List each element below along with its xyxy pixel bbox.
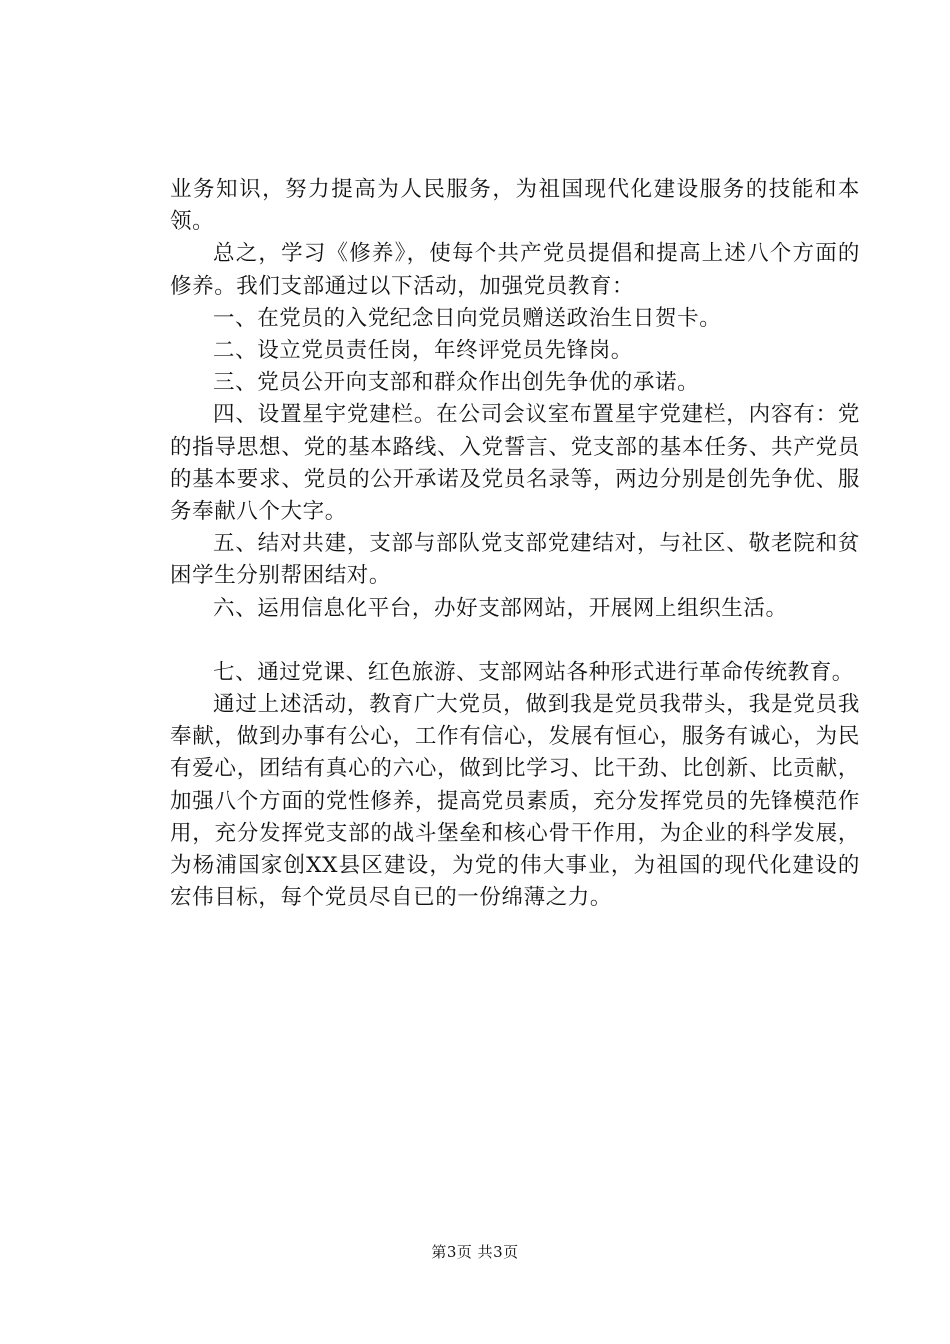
paragraph-item-5: 五、结对共建，支部与部队党支部党建结对，与社区、敬老院和贫困学生分别帮困结对。 [170, 531, 860, 589]
page-number-footer: 第3页 共3页 [431, 1243, 519, 1261]
paragraph-conclusion: 通过上述活动，教育广大党员，做到我是党员我带头，我是党员我奉献，做到办事有公心，工作有信心，发展有恒心，服务有诚心，为民有爱心，团结有真心的六心，做到比学习、比干劲、比创新、比贡献，加强八个方面的党性修养，提高党员素质，充分发挥党员的先锋模范作用，充分发挥党支部的战斗堡垒和核心骨干作用，为企业的科学发展，为杨浦国家创XX县区建设，为党的伟大事业，为祖国的现代化建设的宏伟目标，每个党员尽自已的一份绵薄之力。 [170, 692, 860, 911]
document-body [170, 174, 860, 914]
paragraph-summary: 总之，学习《修养》，使每个共产党员提倡和提高上述八个方面的修养。我们支部通过以下活动，加强党员教育： [170, 241, 860, 299]
paragraph-continuation: 业务知识，努力提高为人民服务，为祖国现代化建设服务的技能和本领。 [170, 177, 860, 235]
paragraph-item-6: 六、运用信息化平台，办好支部网站，开展网上组织生活。 [213, 595, 788, 621]
paragraph-item-4: 四、设置星宇党建栏。在公司会议室布置星宇党建栏，内容有：党的指导思想、党的基本路线、入党誓言、党支部的基本任务、共产党员的基本要求、党员的公开承诺及党员名录等，两边分别是创先争优、服务奉献八个大字。 [170, 402, 860, 525]
paragraph-item-2: 二、设立党员责任岗，年终评党员先锋岗。 [213, 338, 633, 364]
paragraph-item-7: 七、通过党课、红色旅游、支部网站各种形式进行革命传统教育。 [213, 659, 854, 685]
paragraph-item-3: 三、党员公开向支部和群众作出创先争优的承诺。 [213, 370, 700, 396]
paragraph-item-1: 一、在党员的入党纪念日向党员赠送政治生日贺卡。 [213, 305, 722, 331]
